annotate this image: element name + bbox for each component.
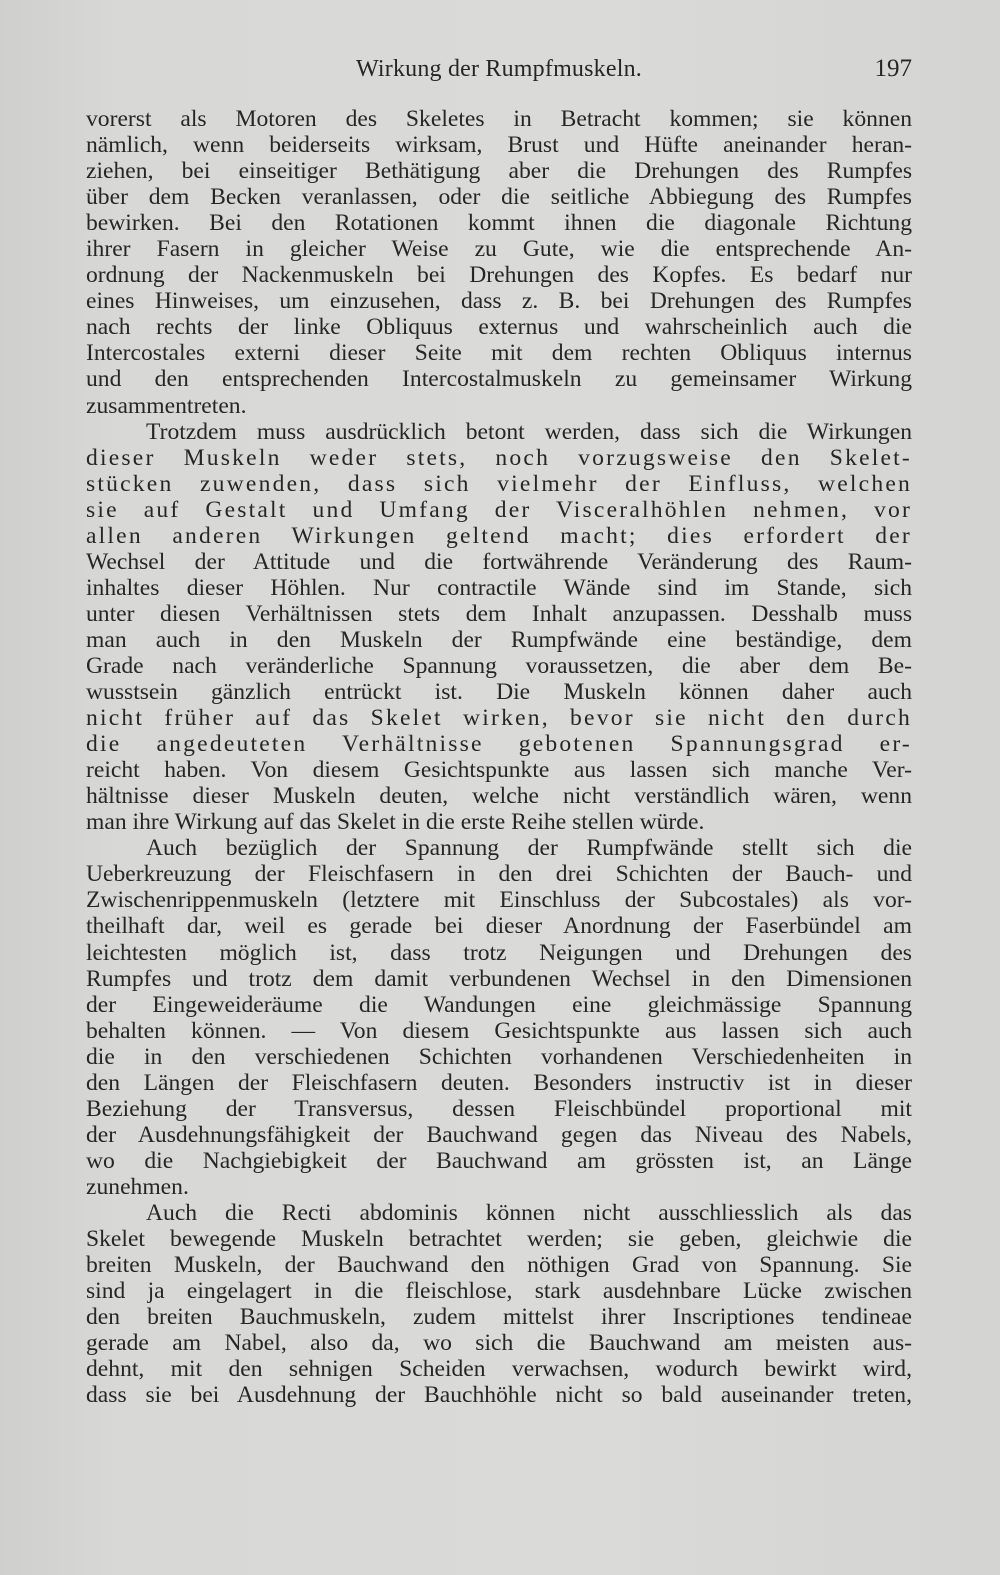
text-line: den breiten Bauchmuskeln, zudem mittelst ihrer Inscriptiones tendineae xyxy=(86,1304,912,1331)
text-line: Ueberkreuzung der Fleischfasern in den drei Schichten der Bauch- und xyxy=(86,861,912,888)
text-line: Skelet bewegende Muskeln betrachtet werden; sie geben, gleichwie die xyxy=(86,1226,912,1253)
text-line: die in den verschiedenen Schichten vorhandenen Verschiedenheiten in xyxy=(86,1043,912,1070)
text-line: sie auf Gestalt und Umfang der Visceralhöhlen nehmen, vor xyxy=(86,496,912,523)
text-line: wo die Nachgiebigkeit der Bauchwand am grössten ist, an Länge xyxy=(86,1147,912,1174)
text-line: bewirken. Bei den Rotationen kommt ihnen die diagonale Richtung xyxy=(86,210,912,237)
text-line: Wechsel der Attitude und die fortwährende Veränderung des Raum- xyxy=(86,548,912,575)
text-line: zunehmen. xyxy=(86,1173,189,1200)
text-line: behalten können. — Von diesem Gesichtspunkte aus lassen sich auch xyxy=(86,1017,912,1044)
text-line: Rumpfes und trotz dem damit verbundenen Wechsel in den Dimensionen xyxy=(86,965,912,992)
text-line: unter diesen Verhältnissen stets dem Inhalt anzupassen. Desshalb muss xyxy=(86,600,912,627)
text-line: den Längen der Fleischfasern deuten. Besonders instructiv ist in dieser xyxy=(86,1069,912,1096)
text-line: Intercostales externi dieser Seite mit dem rechten Obliquus internus xyxy=(86,340,912,367)
text-line: hältnisse dieser Muskeln deuten, welche nicht verständlich wären, wenn xyxy=(86,783,912,810)
text-line: dieser Muskeln weder stets, noch vorzugsweise den Skelet- xyxy=(86,444,912,471)
text-line: Grade nach veränderliche Spannung voraussetzen, die aber dem Be- xyxy=(86,652,912,679)
text-line: die angedeuteten Verhältnisse gebotenen Spannungsgrad er- xyxy=(86,731,912,758)
text-line: gerade am Nabel, also da, wo sich die Bauchwand am meisten aus- xyxy=(86,1330,912,1357)
text-line: dehnt, mit den sehnigen Scheiden verwachsen, wodurch bewirkt wird, xyxy=(86,1356,912,1383)
text-line: und den entsprechenden Intercostalmuskeln zu gemeinsamer Wirkung xyxy=(86,366,912,393)
body-text xyxy=(86,106,912,1408)
text-line: Beziehung der Transversus, dessen Fleischbündel proportional mit xyxy=(86,1095,912,1122)
text-line: ihrer Fasern in gleicher Weise zu Gute, wie die entsprechende An- xyxy=(86,236,912,263)
text-line: eines Hinweises, um einzusehen, dass z. B. bei Drehungen des Rumpfes xyxy=(86,288,912,315)
text-line: nach rechts der linke Obliquus externus und wahrscheinlich auch die xyxy=(86,314,912,341)
text-line: sind ja eingelagert in die fleischlose, stark ausdehnbare Lücke zwischen xyxy=(86,1278,912,1305)
text-line: ordnung der Nackenmuskeln bei Drehungen des Kopfes. Es bedarf nur xyxy=(86,262,912,289)
text-line: zusammentreten. xyxy=(86,392,247,419)
running-head xyxy=(86,54,912,84)
text-line: ziehen, bei einseitiger Bethätigung aber die Drehungen des Rumpfes xyxy=(86,158,912,185)
text-line: inhaltes dieser Höhlen. Nur contractile Wände sind im Stande, sich xyxy=(86,574,912,601)
text-line: reicht haben. Von diesem Gesichtspunkte aus lassen sich manche Ver- xyxy=(86,757,912,784)
text-line: wusstsein gänzlich entrückt ist. Die Muskeln können daher auch xyxy=(86,679,912,706)
text-line: dass sie bei Ausdehnung der Bauchhöhle nicht so bald auseinander treten, xyxy=(86,1382,912,1409)
text-line: nämlich, wenn beiderseits wirksam, Brust und Hüfte aneinander heran- xyxy=(86,132,912,159)
text-line: Auch bezüglich der Spannung der Rumpfwände stellt sich die xyxy=(146,835,912,862)
text-line: über dem Becken veranlassen, oder die seitliche Abbiegung des Rumpfes xyxy=(86,184,912,211)
page-number: 197 xyxy=(874,55,912,82)
text-line: breiten Muskeln, der Bauchwand den nöthigen Grad von Spannung. Sie xyxy=(86,1252,912,1279)
text-line: vorerst als Motoren des Skeletes in Betracht kommen; sie können xyxy=(86,106,912,132)
text-line: man ihre Wirkung auf das Skelet in die erste Reihe stellen würde. xyxy=(86,809,705,836)
text-line: theilhaft dar, weil es gerade bei dieser Anordnung der Faserbündel am xyxy=(86,913,912,940)
text-line: der Ausdehnungsfähigkeit der Bauchwand gegen das Niveau des Nabels, xyxy=(86,1121,912,1148)
text-line: Trotzdem muss ausdrücklich betont werden, dass sich die Wirkungen xyxy=(146,418,912,445)
text-line: der Eingeweideräume die Wandungen eine gleichmässige Spannung xyxy=(86,991,912,1018)
text-line: Auch die Recti abdominis können nicht ausschliesslich als das xyxy=(146,1199,912,1226)
text-line: leichtesten möglich ist, dass trotz Neigungen und Drehungen des xyxy=(86,939,912,966)
text-line: stücken zuwenden, dass sich vielmehr der Einfluss, welchen xyxy=(86,470,912,497)
running-title: Wirkung der Rumpfmuskeln. xyxy=(356,56,642,82)
text-line: allen anderen Wirkungen geltend macht; dies erfordert der xyxy=(86,522,912,549)
text-line: nicht früher auf das Skelet wirken, bevor sie nicht den durch xyxy=(86,705,912,732)
text-line: man auch in den Muskeln der Rumpfwände eine beständige, dem xyxy=(86,626,912,653)
text-line: Zwischenrippenmuskeln (letztere mit Einschluss der Subcostales) als vor- xyxy=(86,887,912,914)
